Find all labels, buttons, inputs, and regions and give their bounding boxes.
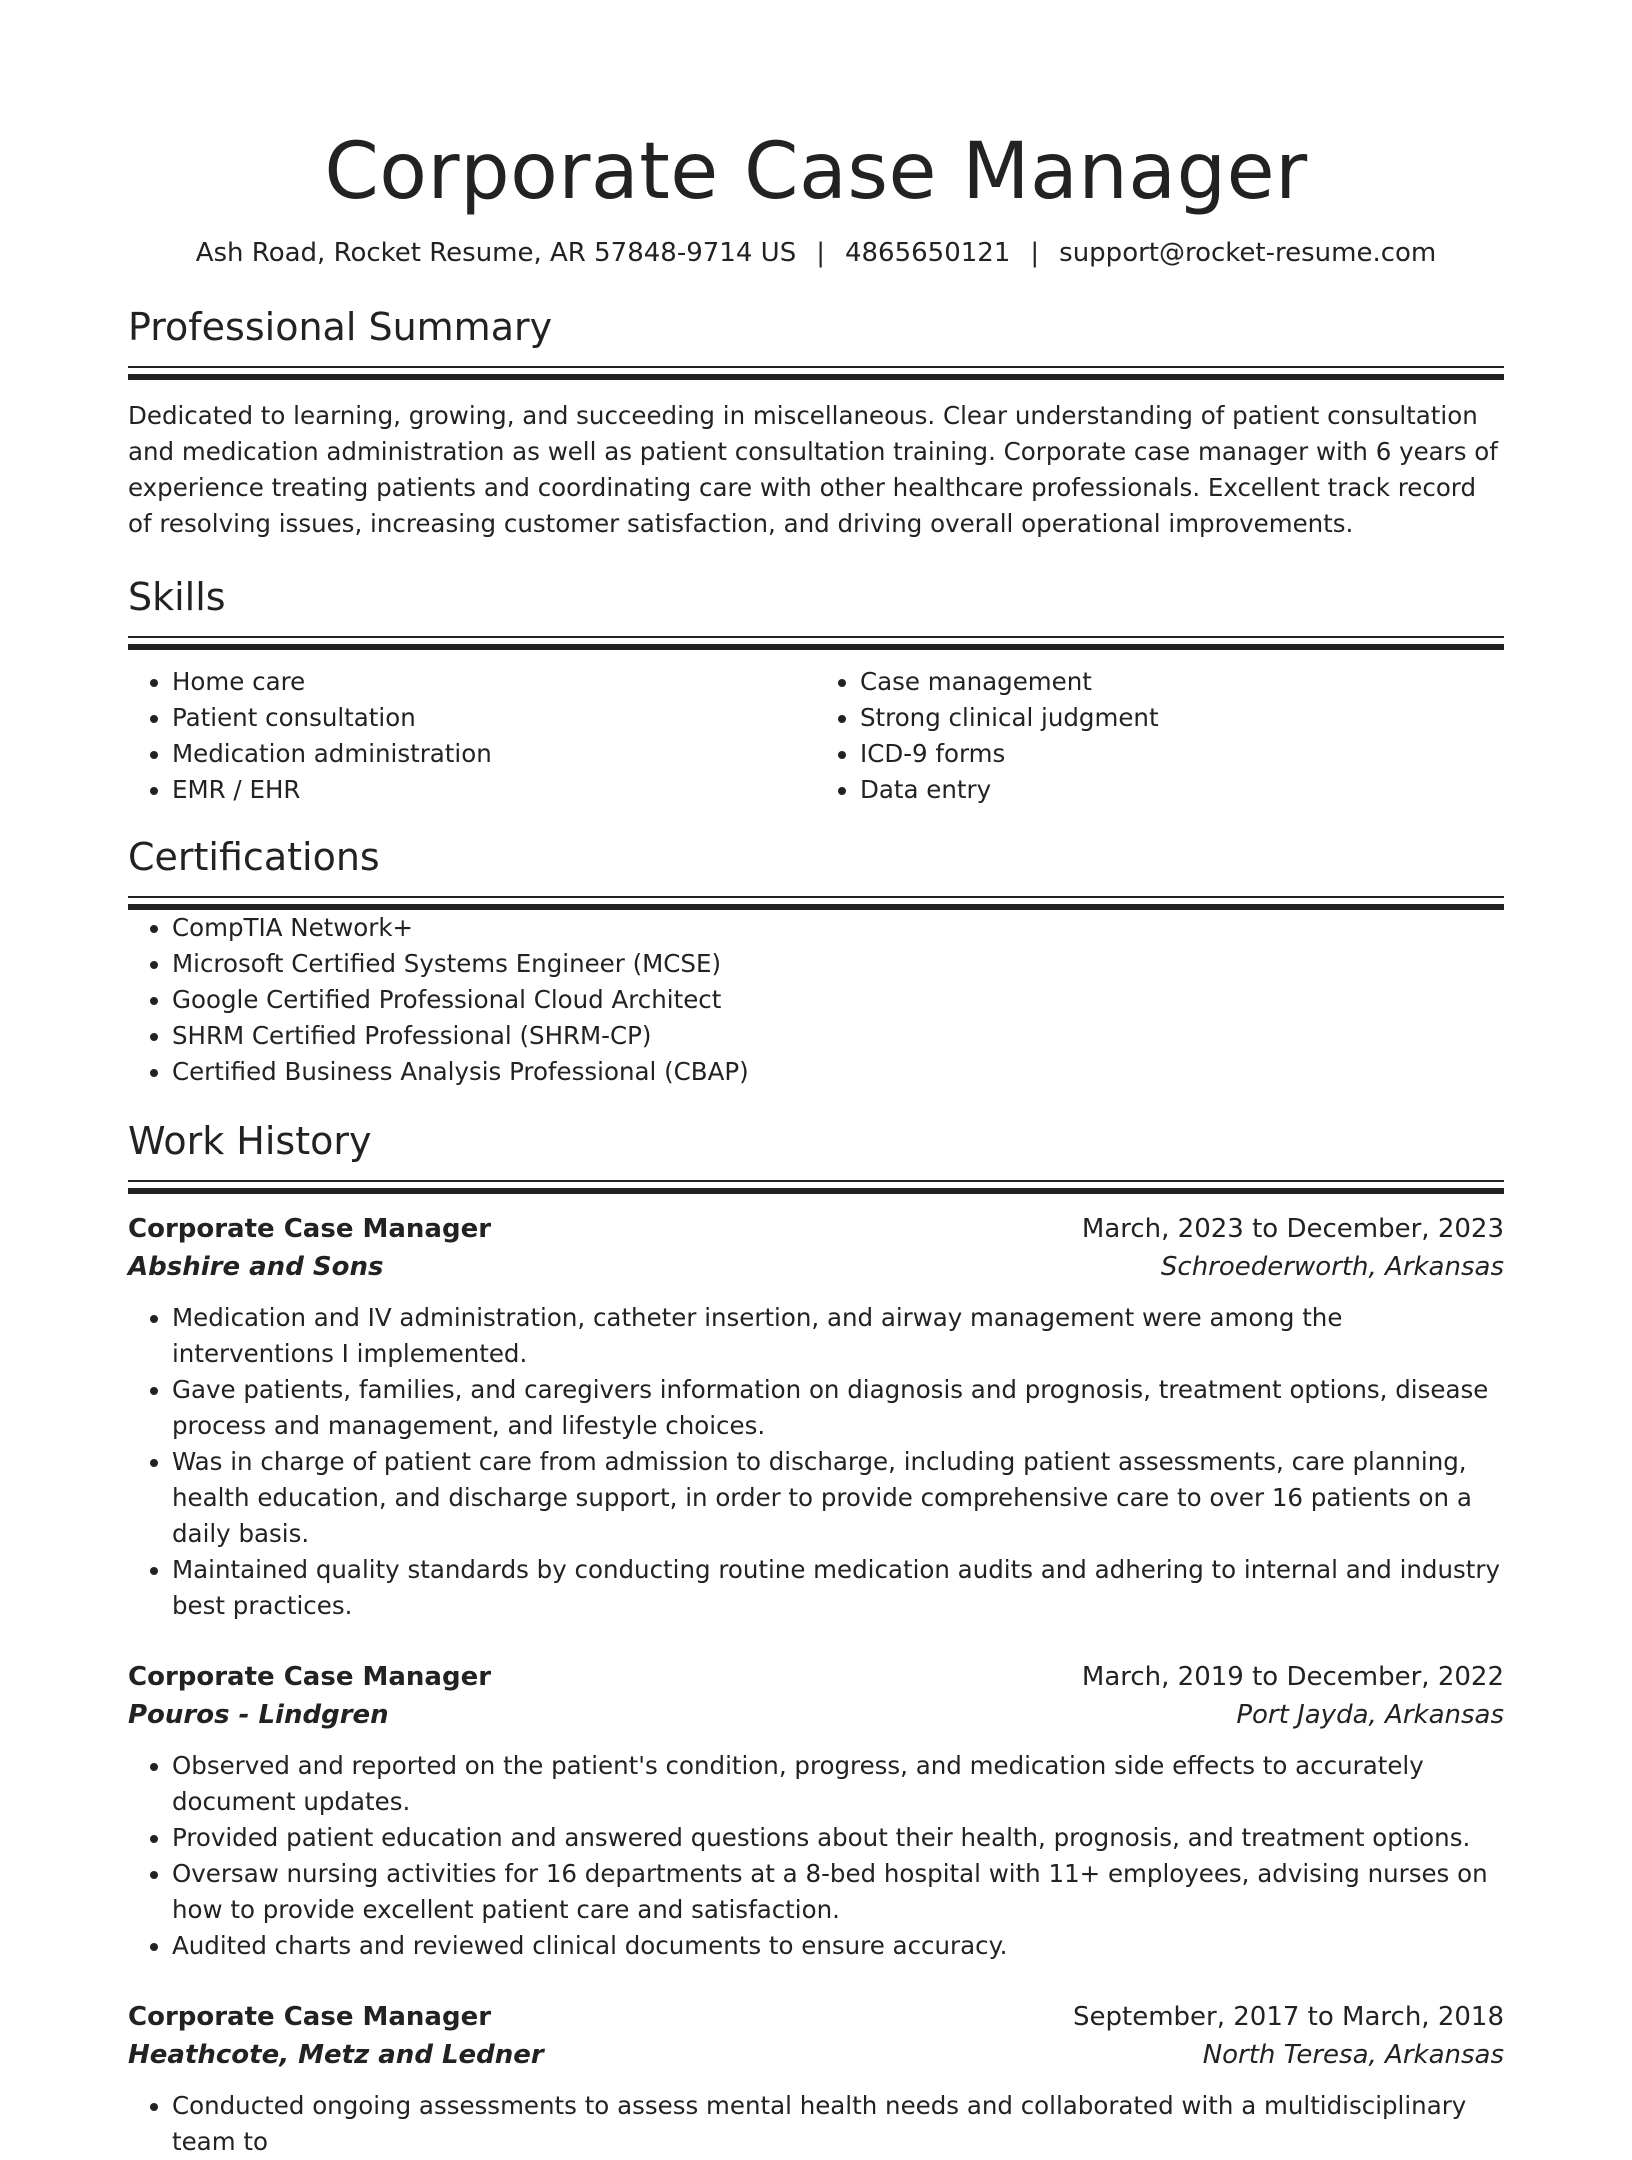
resume-name: Corporate Case Manager [324,127,1308,217]
section-title-skills: Skills [128,575,226,619]
section-title-work-history: Work History [128,1119,372,1163]
job-bullet: • Maintained quality standards by conducting routine medication audits and adhering to internal and industry best practices. [172,1552,1504,1624]
contact-separator: | [816,238,825,268]
job-company-row [128,2036,1504,2074]
certification-item: • CompTIA Network+ [172,910,1504,946]
skills-section [128,572,1504,808]
contact-phone: 4865650121 [844,238,1011,268]
job-bullet: • Provided patient education and answered questions about their health, prognosis, and treatment options. [172,1820,1504,1856]
section-divider-thick [128,644,1504,650]
job-bullet: • Oversaw nursing activities for 16 departments at a 8-bed hospital with 11+ employees, advising nurses on how to provide excellent patient care and satisfaction. [172,1856,1504,1928]
skills-left-list [128,664,816,808]
skills-columns [128,664,1504,808]
job-location: North Teresa, Arkansas [1202,2040,1504,2070]
job-company: Heathcote, Metz and Ledner [128,2040,544,2070]
job-dates: March, 2023 to December, 2023 [1081,1214,1504,1244]
skill-item: • Case management [860,664,1504,700]
job-bullet: • Audited charts and reviewed clinical documents to ensure accuracy. [172,1928,1504,1964]
job-bullet: • Conducted ongoing assessments to assess mental health needs and collaborated with a multidisciplinary team to [172,2088,1504,2160]
job-location: Schroederworth, Arkansas [1160,1252,1504,1282]
job-company: Pouros - Lindgren [128,1700,389,1730]
job-entry [128,1210,1504,1624]
summary-text: Dedicated to learning, growing, and succeeding in miscellaneous. Clear understanding of patient consultation and medication administration as well as patient consultation training. Corporate case manager with 6 years of experience treating patients and coordinating care with other healthcare professionals. Excellent track record of resolving issues, increasing customer satisfaction, and driving overall operational improvements. [128,401,1498,538]
skill-item: • ICD-9 forms [860,736,1504,772]
work-history-section [128,1116,1504,2160]
contact-line [128,236,1504,270]
job-dates: March, 2019 to December, 2022 [1081,1662,1504,1692]
job-bullets [128,1748,1504,1964]
skill-item: • Strong clinical judgment [860,700,1504,736]
contact-separator: | [1030,238,1040,268]
section-title-summary: Professional Summary [128,305,553,349]
certification-item: • Microsoft Certified Systems Engineer (MCSE) [172,946,1504,982]
job-header-row [128,1210,1504,1248]
certification-item: • Google Certified Professional Cloud Architect [172,982,1504,1018]
skills-right-list [816,664,1504,808]
job-location: Port Jayda, Arkansas [1236,1700,1504,1730]
job-company-row [128,1248,1504,1286]
job-company-row [128,1696,1504,1734]
job-bullet: • Gave patients, families, and caregivers information on diagnosis and prognosis, treatment options, disease process and management, and lifestyle choices. [172,1372,1504,1444]
contact-email: support@rocket-resume.com [1059,238,1437,268]
skill-item: • Data entry [860,772,1504,808]
job-entry [128,1998,1504,2160]
section-title-certifications: Certifications [128,835,380,879]
job-bullet: • Observed and reported on the patient's condition, progress, and medication side effects to accurately document updates. [172,1748,1504,1820]
contact-address: Ash Road, Rocket Resume, AR 57848-9714 US [195,238,797,268]
job-bullet: • Was in charge of patient care from admission to discharge, including patient assessments, care planning, health education, and discharge support, in order to provide comprehensive care to over 16 patients on a daily basis. [172,1444,1504,1552]
section-divider [128,896,1504,898]
certifications-section [128,832,1504,1090]
job-bullet: • Medication and IV administration, catheter insertion, and airway management were among the interventions I implemented. [172,1300,1504,1372]
job-title: Corporate Case Manager [128,2002,492,2032]
job-bullets [128,1300,1504,1624]
section-divider [128,366,1504,368]
section-divider [128,1180,1504,1182]
skill-item: • Home care [172,664,816,700]
resume-page [128,0,1504,2160]
certification-item: • Certified Business Analysis Professional (CBAP) [172,1054,1504,1090]
skill-item: • Patient consultation [172,700,816,736]
section-divider-thick [128,1188,1504,1194]
job-title: Corporate Case Manager [128,1214,492,1244]
certification-item: • SHRM Certified Professional (SHRM-CP) [172,1018,1504,1054]
job-entry [128,1658,1504,1964]
job-header-row [128,1998,1504,2036]
skill-item: • EMR / EHR [172,772,816,808]
job-dates: September, 2017 to March, 2018 [1073,2002,1504,2032]
summary-section [128,302,1504,542]
skill-item: • Medication administration [172,736,816,772]
section-divider [128,636,1504,638]
section-divider-thick [128,374,1504,380]
job-header-row [128,1658,1504,1696]
certifications-list [128,910,1504,1090]
job-company: Abshire and Sons [128,1252,384,1282]
job-bullets [128,2088,1504,2160]
job-title: Corporate Case Manager [128,1662,492,1692]
